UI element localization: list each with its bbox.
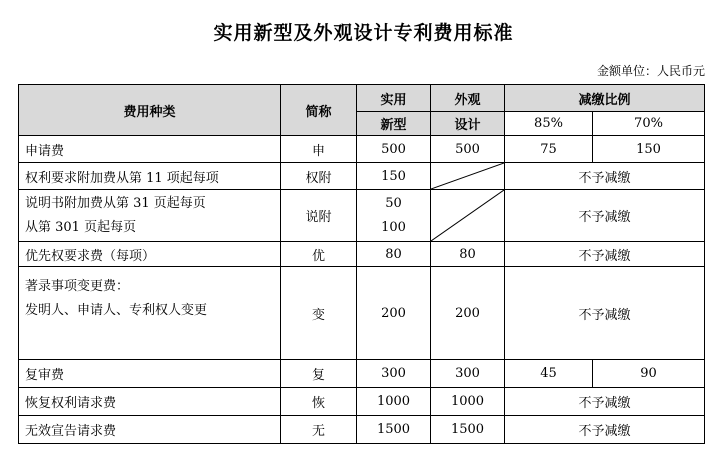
table-header-row — [19, 85, 705, 112]
fee-utility-line2: 100 — [381, 219, 406, 235]
fee-utility: 300 — [357, 360, 431, 388]
header-design-line2: 设计 — [431, 112, 505, 136]
header-utility-line2: 新型 — [357, 112, 431, 136]
header-reduction: 减缴比例 — [505, 85, 705, 112]
header-utility-line1: 实用 — [357, 85, 431, 112]
table-row — [19, 163, 705, 190]
fee-abbr: 无 — [281, 416, 357, 444]
fee-design: 200 — [431, 267, 505, 360]
fee-design: 1000 — [431, 388, 505, 416]
fee-abbr: 优 — [281, 242, 357, 267]
fee-reduction-85: 75 — [505, 136, 593, 163]
currency-unit-note: 金额单位：人民币元 — [596, 64, 705, 78]
fee-utility: 80 — [357, 242, 431, 267]
fee-utility — [357, 190, 431, 242]
fee-abbr: 说附 — [281, 190, 357, 242]
fee-name: 复审费 — [19, 360, 281, 388]
fee-name: 优先权要求费（每项） — [19, 242, 281, 267]
header-design-line1: 外观 — [431, 85, 505, 112]
table-row — [19, 416, 705, 444]
not-applicable-cell — [431, 190, 505, 242]
no-reduction-label: 不予减缴 — [505, 267, 705, 360]
header-fee-type: 费用种类 — [19, 85, 281, 136]
table-row — [19, 136, 705, 163]
fee-name: 权利要求附加费从第 11 项起每项 — [19, 163, 281, 190]
fee-name-line2: 从第 301 页起每页 — [25, 219, 137, 235]
page-title: 实用新型及外观设计专利费用标准 — [213, 22, 514, 44]
header-reduction-85: 85% — [505, 112, 593, 136]
no-reduction-label: 不予减缴 — [505, 242, 705, 267]
fee-name-line2: 发明人、申请人、专利权人变更 — [25, 303, 208, 318]
fee-design: 80 — [431, 242, 505, 267]
fee-reduction-85: 45 — [505, 360, 593, 388]
no-reduction-label: 不予减缴 — [505, 416, 705, 444]
fee-utility-line1: 50 — [385, 195, 402, 211]
fee-design: 1500 — [431, 416, 505, 444]
not-applicable-cell — [431, 163, 505, 190]
fee-abbr: 变 — [281, 267, 357, 360]
fee-name: 申请费 — [19, 136, 281, 163]
table-row — [19, 242, 705, 267]
fee-design: 300 — [431, 360, 505, 388]
header-reduction-70: 70% — [593, 112, 705, 136]
no-reduction-label: 不予减缴 — [505, 163, 705, 190]
fee-utility: 500 — [357, 136, 431, 163]
fee-name — [19, 190, 281, 242]
fee-abbr: 恢 — [281, 388, 357, 416]
table-row — [19, 360, 705, 388]
fee-utility: 1000 — [357, 388, 431, 416]
no-reduction-label: 不予减缴 — [505, 388, 705, 416]
fee-name-line1: 著录事项变更费： — [25, 279, 130, 294]
table-row — [19, 388, 705, 416]
fee-design: 500 — [431, 136, 505, 163]
fee-table — [18, 84, 705, 444]
fee-utility: 150 — [357, 163, 431, 190]
fee-reduction-70: 90 — [593, 360, 705, 388]
fee-reduction-70: 150 — [593, 136, 705, 163]
fee-utility: 1500 — [357, 416, 431, 444]
fee-name: 无效宣告请求费 — [19, 416, 281, 444]
fee-utility: 200 — [357, 267, 431, 360]
fee-name-line1: 说明书附加费从第 31 页起每页 — [25, 195, 206, 211]
fee-abbr: 复 — [281, 360, 357, 388]
fee-abbr: 申 — [281, 136, 357, 163]
fee-name — [19, 267, 281, 360]
no-reduction-label: 不予减缴 — [505, 190, 705, 242]
fee-abbr: 权附 — [281, 163, 357, 190]
header-abbr: 简称 — [281, 85, 357, 136]
table-row — [19, 190, 705, 242]
fee-name: 恢复权利请求费 — [19, 388, 281, 416]
table-row — [19, 267, 705, 360]
